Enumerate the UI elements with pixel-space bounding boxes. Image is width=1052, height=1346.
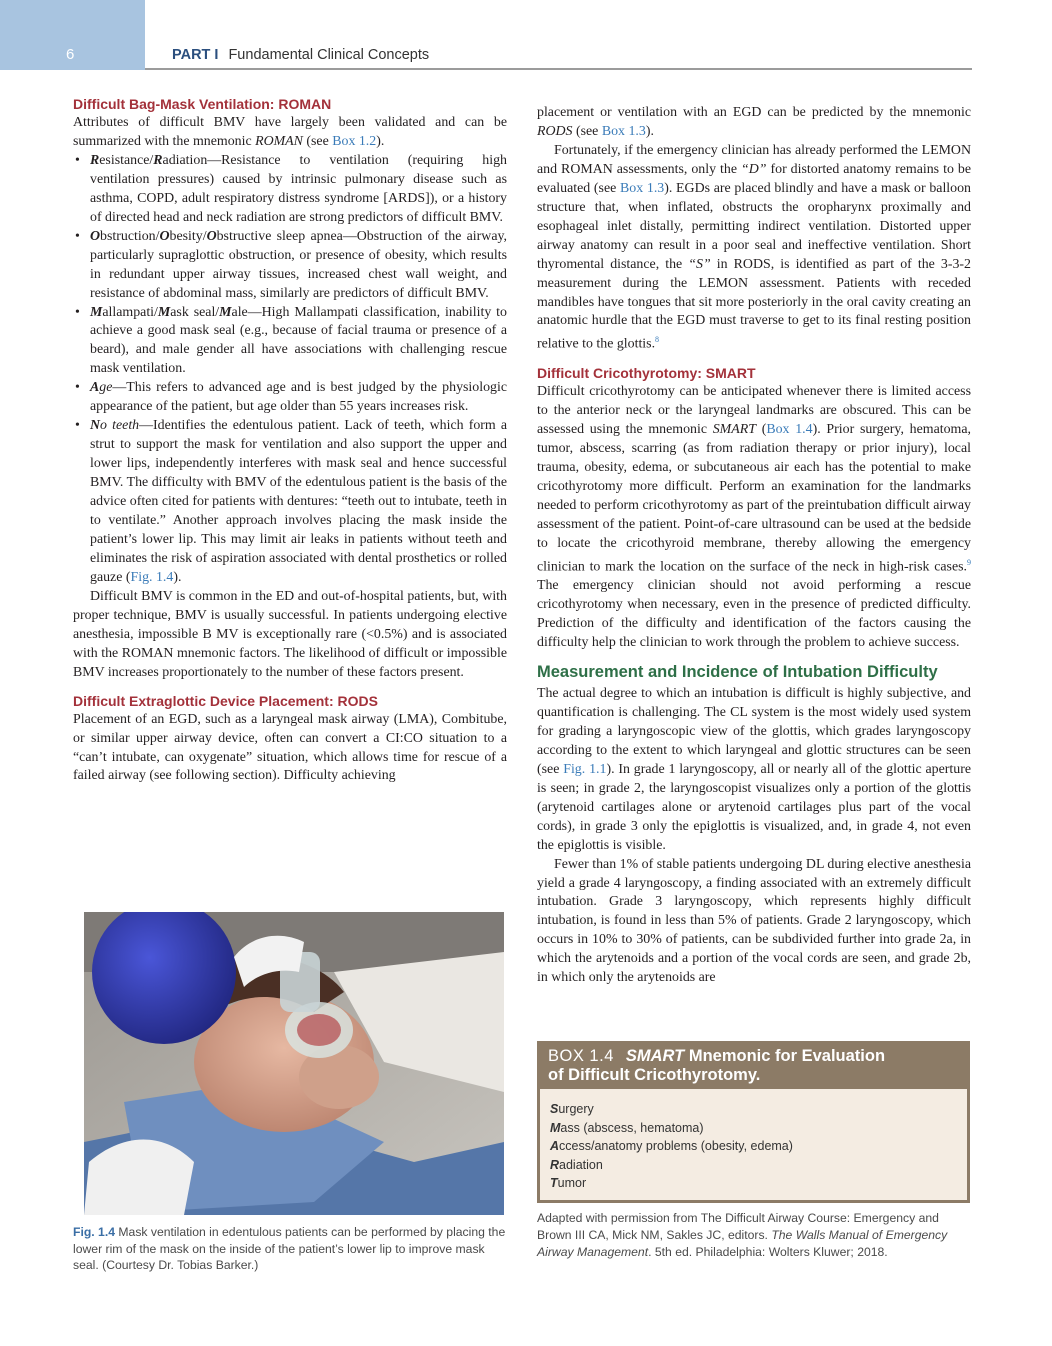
- box-reference[interactable]: Box 1.3: [620, 180, 665, 196]
- paragraph-roman-intro: Attributes of difficult BMV have largely been validated and can be summarized with the mnemonic ROMAN (see Box 1.2).: [73, 115, 507, 149]
- part-label: PART I: [172, 47, 219, 63]
- paragraph-lemon: Fortunately, if the emergency clinician has already performed the LEMON and ROMAN assessments, only the “D” for distorted anatomy remains to be evaluated (see Box 1.3). EGDs are placed blindly and have a mask or balloon structure that, when inflated, obstructs the oropharynx proximally and esophageal inlet distally, permitting indirect ventilation. Distorted upper airway anatomy can result in a poor seal and ineffective ventilation. Short thyromental distance, the “S” in RODS, is identified as part of the 3-3-2 measurement during the LEMON assessment. Patients with receded mandibles have tongues that sit more posteriorly in the oral cavity creating an anatomic hurdle that the EGD must traverse to get to its final resting position relative to the glottis.$^8$: [537, 142, 971, 353]
- list-item: • Obstruction/Obesity/Obstructive sleep apnea—Obstruction of the airway, particularly supraglottic obstruction, or presence of obesity, which results in redundant upper airway tissues, increased chest wall weight, and resistance of abdominal mass, similarly are predictors of difficult BMV.: [73, 228, 507, 304]
- figure-caption: [73, 1224, 507, 1274]
- list-item: • Mallampati/Mask seal/Male—High Mallampati classification, inability to achieve a good mask seal (e.g., because of facial trauma or presence of a beard), and male gender all have associations with challenging rescue mask ventilation.: [73, 304, 507, 380]
- box-header: [540, 1044, 967, 1089]
- list-item: Mass (abscess, hematoma): [550, 1120, 704, 1135]
- roman-list: [73, 152, 507, 588]
- mask-ventilation-photo: [84, 912, 504, 1215]
- list-item: Tumor: [550, 1176, 587, 1190]
- list-item: Access/anatomy problems (obesity, edema): [550, 1139, 793, 1153]
- heading-roman: Difficult Bag-Mask Ventilation: ROMAN: [73, 96, 332, 112]
- paragraph-measurement: The actual degree to which an intubation is difficult is highly subjective, and quantification is challenging. The CL system is the most widely used system for grading a laryngoscopic view of the glottis, which grades laryngoscopy according to the extent to which laryngeal and glottic structures can be seen (see Fig. 1.1). In grade 1 laryngoscopy, all or nearly all of the glottic aperture is seen; in grade 2, the laryngoscopist visualizes only a portion of the glottis (arytenoid cartilages alone or arytenoid cartilages plus part of the vocal cords), in grade 3 only the epiglottis is visualized, and, in grade 4, not even the epiglottis is visible.: [537, 685, 972, 853]
- box-reference[interactable]: Box 1.2: [332, 133, 377, 149]
- list-item: Surgery: [550, 1102, 594, 1116]
- box-title: Mnemonic for Evaluation: [684, 1047, 886, 1065]
- heading-rods: Difficult Extraglottic Device Placement: RODS: [73, 692, 378, 709]
- paragraph-bmv: Difficult BMV is common in the ED and out-of-hospital patients, but, with proper technique, BMV is usually successful. In patients undergoing elective anesthesia, impossible B MV is exceptionally rare (<0.5%) and is associated with the ROMAN mnemonic factors. The likelihood of difficult or impossible BMV increases proportionately to the number of these factors present.: [73, 588, 507, 680]
- left-column: [73, 96, 507, 786]
- caption-label: Fig. 1.4: [73, 1225, 115, 1239]
- page-number: 6: [66, 46, 75, 63]
- list-item: Radiation: [550, 1157, 603, 1172]
- box-footnote: Adapted with permission from The Difficult Airway Course: Emergency and Brown III CA, Mick NM, Sakles JC, editors. The Walls Manual of Emergency Airway Management. 5th ed. Philadelphia: Wolters Kluwer; 2018.: [537, 1211, 948, 1259]
- paragraph-rods-cont: placement or ventilation with an EGD can be predicted by the mnemonic RODS (see Box 1.3).: [537, 105, 971, 139]
- box-reference[interactable]: Box 1.3: [601, 123, 646, 139]
- box-smart-mnemonic: [537, 1041, 970, 1203]
- header-rule: [145, 68, 972, 70]
- paragraph-rods: Placement of an EGD, such as a laryngeal mask airway (LMA), Combitube, or similar upper airway device, often can convert a CI:CO situation to a “can’t intubate, can oxygenate” situation, which allows time for rescue of a failed airway (see following section). Difficulty achieving: [73, 711, 507, 784]
- box-tag: BOX 1.4: [548, 1047, 614, 1065]
- section-title: Fundamental Clinical Concepts: [228, 47, 430, 63]
- list-item: • Resistance/Radiation—Resistance to ventilation (requiring high ventilation pressures) caused by intrinsic pulmonary disease such as asthma, COPD, adult respiratory distress syndrome [ARDS]), or a history of directed head and neck radiation are strong predictors of difficult BMV.: [73, 152, 507, 228]
- box-reference[interactable]: Box 1.4: [766, 421, 813, 437]
- heading-measurement: Measurement and Incidence of Intubation Difficulty: [537, 662, 938, 681]
- citation-8[interactable]: 8: [655, 335, 660, 345]
- paragraph-smart: Difficult cricothyrotomy can be anticipated whenever there is limited access to the anterior neck or the laryngeal landmarks are obscured. This can be assessed using the mnemonic SMART (Box 1.4). Prior surgery, hematoma, tumor, abscess, scarring (as from radiation therapy or prior injury), local trauma, obesity, edema, or subcutaneous air each has the potential to make cricothyrotomy more difficult. Perform an examination for the landmarks needed to perform cricothyrotomy as part of the preintubation difficult airway assessment of the patient. Point-of-care ultrasound can be used at the bedside to locate the cricothyroid membrane, thereby allowing the emergency clinician to mark the location on the surface of the neck in high-risk cases.$^9$ The emergency clinician should not avoid performing a rescue cricothyrotomy when necessary, even in the presence of predicted difficulty. Prediction of the difficulty and identification of the factors causing the difficulty help the clinician to work through the problem to achieve success.: [537, 384, 971, 651]
- list-item: • No teeth—Identifies the edentulous patient. Lack of teeth, which form a strut to support the mask for ventilation and also support the upper and lower lips, independently interferes with mask seal and hence successful BMV. The difficulty with BMV of the edentulous patient is the basis of the advice often cited for patients with dentures: “teeth out to intubate, teeth in to ventilate.” Another approach involves placing the mask inside the patient’s lower lip. This may limit air leaks in patients without teeth and eliminates the risk of aspiration associated with dental prosthetics or rolled gauze (Fig. 1.4).: [73, 417, 507, 588]
- box-title-line2: of Difficult Cricothyrotomy.: [548, 1066, 761, 1084]
- right-column: [537, 104, 971, 988]
- heading-smart: Difficult Cricothyrotomy: SMART: [537, 365, 756, 382]
- citation-9[interactable]: 9: [967, 557, 971, 567]
- box-items: [540, 1089, 967, 1193]
- running-header: [172, 47, 429, 63]
- paragraph-fewer: Fewer than 1% of stable patients undergoing DL during elective anesthesia yield a grade 4 laryngoscopy, a finding associated with an extremely difficult intubation. Grade 3 laryngoscopy, which represents highly difficult intubation, is found in less than 5% of patients. Grade 2 laryngoscopy, which occurs in 10% to 30% of patients, can be subdivided further into grade 2a, in which the arytenoids and a portion of the vocal cords are seen, and grade 2b, in which only the arytenoids are: [537, 856, 971, 986]
- box-title-italic: SMART: [625, 1047, 685, 1065]
- figure-reference[interactable]: Fig. 1.1: [563, 761, 607, 777]
- list-item: • Age—This refers to advanced age and is best judged by the physiologic appearance of the patient, but age older than 55 years increases risk.: [73, 379, 507, 417]
- figure-reference[interactable]: Fig. 1.4: [130, 569, 174, 585]
- caption-text: Mask ventilation in edentulous patients can be performed by placing the lower rim of the mask on the inside of the patient’s lower lip to improve mask seal. (Courtesy Dr. Tobias Barker.): [73, 1225, 506, 1272]
